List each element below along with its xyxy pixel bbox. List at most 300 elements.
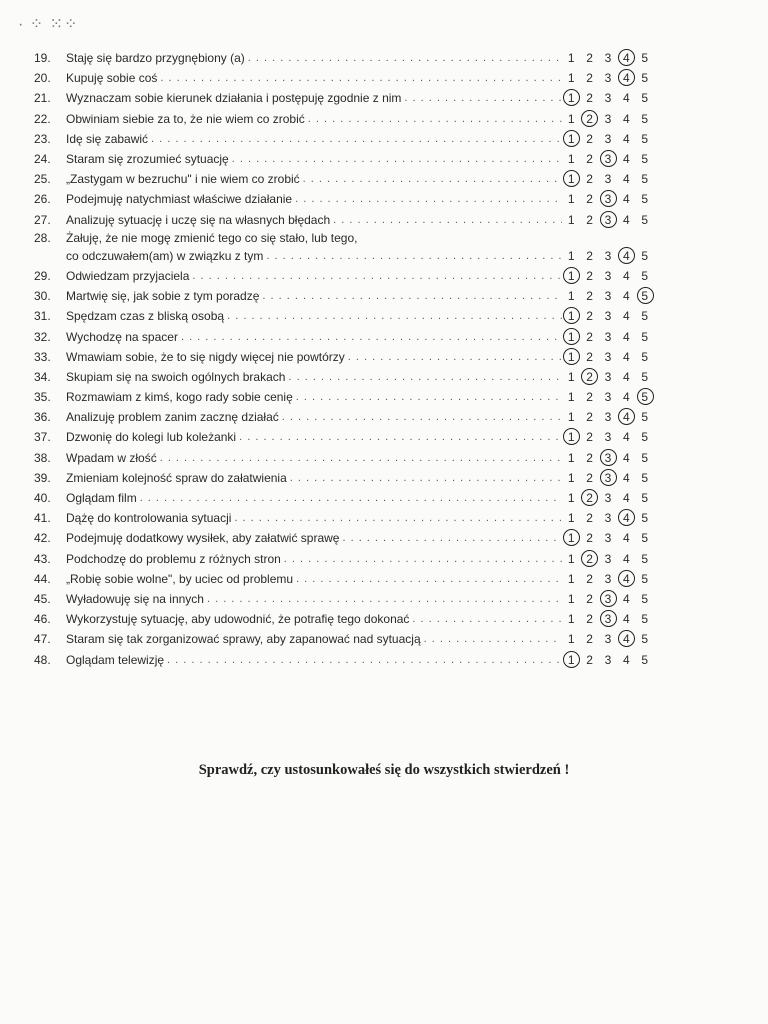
rating-option[interactable]: 5: [641, 551, 649, 566]
rating-option[interactable]: 2: [586, 430, 593, 445]
rating-option[interactable]: 2: [586, 591, 593, 606]
questionnaire-item: [34, 427, 654, 447]
rating-option-circled[interactable]: 4: [617, 631, 635, 647]
rating-option[interactable]: 5: [641, 652, 649, 667]
item-number: 24.: [34, 152, 51, 167]
rating-option[interactable]: 2: [586, 309, 593, 324]
rating-option[interactable]: 3: [604, 111, 612, 126]
item-text: Podchodzę do problemu z różnych stron: [66, 551, 281, 566]
rating-scale: [562, 389, 654, 405]
dot-leader: [157, 452, 562, 464]
dot-leader: [279, 411, 562, 423]
rating-option[interactable]: 1: [567, 632, 575, 647]
questionnaire-item: [34, 367, 654, 387]
rating-option[interactable]: 5: [641, 111, 649, 126]
item-text: „Robię sobie wolne", by uciec od problemu: [66, 571, 294, 586]
rating-option[interactable]: 1: [567, 51, 575, 66]
questionnaire-item: [34, 488, 654, 508]
item-number: 37.: [34, 430, 51, 445]
rating-option-circled[interactable]: 2: [580, 111, 598, 127]
item-text: Idę się zabawić: [66, 131, 149, 146]
dot-leader: [164, 654, 562, 666]
rating-option-circled[interactable]: 3: [599, 191, 617, 207]
item-list: [34, 48, 654, 670]
questionnaire-item: [34, 448, 654, 468]
rating-option-circled[interactable]: 5: [636, 389, 654, 405]
questionnaire-item: [34, 210, 654, 230]
dot-leader: [178, 331, 562, 343]
rating-scale: [562, 90, 654, 106]
rating-option[interactable]: 4: [623, 652, 630, 667]
item-number: 25.: [34, 172, 51, 187]
rating-scale: [562, 409, 654, 425]
rating-option[interactable]: 4: [623, 268, 630, 283]
rating-option[interactable]: 2: [586, 71, 593, 86]
item-number: 27.: [34, 212, 51, 227]
item-text: Wykorzystuję sytuację, aby udowodnić, że potrafię tego dokonać: [66, 612, 410, 627]
check-all-notice: Sprawdź, czy ustosunkowałeś się do wszystkich stwierdzeń !: [198, 762, 570, 778]
rating-option-circled[interactable]: 3: [599, 591, 617, 607]
rating-option-circled[interactable]: 1: [562, 131, 580, 147]
rating-option[interactable]: 1: [567, 571, 575, 586]
rating-option-circled[interactable]: 4: [617, 70, 635, 86]
rating-scale: [562, 70, 654, 86]
dot-leader: [229, 153, 562, 165]
item-text: Oglądam telewizję: [66, 652, 165, 667]
rating-option[interactable]: 1: [567, 551, 575, 566]
questionnaire-item: [34, 326, 654, 346]
rating-option[interactable]: 5: [641, 248, 649, 263]
questionnaire-item: [34, 68, 654, 88]
rating-option[interactable]: 4: [623, 91, 630, 106]
item-text: Wyładowuję się na innych: [66, 591, 204, 606]
item-text: Skupiam się na swoich ogólnych brakach: [66, 369, 286, 384]
item-text: Rozmawiam z kimś, kogo rady sobie cenię: [66, 390, 293, 405]
rating-option[interactable]: 3: [604, 172, 612, 187]
rating-scale: [562, 329, 654, 345]
rating-option[interactable]: 5: [641, 192, 649, 207]
rating-option[interactable]: 4: [623, 531, 630, 546]
rating-scale: [562, 151, 654, 167]
rating-scale: [562, 288, 654, 304]
rating-option[interactable]: 2: [586, 192, 593, 207]
item-text: Analizuję problem zanim zacznę działać: [66, 410, 279, 425]
rating-option-circled[interactable]: 1: [562, 349, 580, 365]
item-number: 44.: [34, 571, 51, 586]
item-text-continued: co odczuwałem(am) w związku z tym: [66, 248, 264, 263]
rating-option[interactable]: 5: [641, 470, 649, 485]
item-text: Zmieniam kolejność spraw do załatwienia: [66, 470, 287, 485]
rating-option[interactable]: 1: [567, 470, 575, 485]
rating-option-circled[interactable]: 1: [562, 329, 580, 345]
rating-option[interactable]: 1: [567, 450, 575, 465]
rating-option[interactable]: 1: [567, 289, 575, 304]
questionnaire-item: [34, 266, 654, 286]
item-number: 32.: [34, 329, 51, 344]
questionnaire-item: [34, 230, 654, 266]
dot-leader: [293, 573, 562, 585]
rating-scale: [562, 268, 654, 284]
rating-option-circled[interactable]: 3: [599, 212, 617, 228]
rating-scale: [562, 429, 654, 445]
item-text: Analizuję sytuację i uczę się na własnych błędach: [66, 212, 331, 227]
item-text: „Zastygam w bezruchu" i nie wiem co zrobić: [66, 172, 300, 187]
rating-option[interactable]: 2: [586, 212, 593, 227]
rating-option[interactable]: 4: [623, 289, 630, 304]
rating-scale: [562, 212, 654, 228]
item-number: 34.: [34, 369, 51, 384]
rating-option[interactable]: 3: [604, 268, 612, 283]
rating-option-circled[interactable]: 1: [562, 90, 580, 106]
dot-leader: [300, 173, 562, 185]
rating-option[interactable]: 5: [641, 91, 649, 106]
rating-option[interactable]: 5: [641, 591, 649, 606]
item-number: 31.: [34, 309, 51, 324]
rating-option[interactable]: 3: [604, 329, 612, 344]
dot-leader: [292, 193, 562, 205]
dot-leader: [137, 492, 562, 504]
rating-option[interactable]: 3: [604, 410, 612, 425]
rating-option[interactable]: 3: [604, 51, 612, 66]
rating-option[interactable]: 2: [586, 51, 593, 66]
item-text: Dążę do kontrolowania sytuacji: [66, 511, 232, 526]
rating-option[interactable]: 5: [641, 632, 649, 647]
rating-option[interactable]: 2: [586, 152, 593, 167]
rating-option[interactable]: 3: [604, 71, 612, 86]
rating-option[interactable]: 2: [586, 349, 593, 364]
item-text: Dzwonię do kolegi lub koleżanki: [66, 430, 237, 445]
rating-option[interactable]: 4: [623, 111, 630, 126]
item-text: Staram się zrozumieć sytuację: [66, 152, 229, 167]
rating-option[interactable]: 2: [586, 652, 593, 667]
rating-option[interactable]: 5: [641, 369, 649, 384]
rating-scale: [562, 611, 654, 627]
dot-leader: [245, 52, 562, 64]
rating-option[interactable]: 3: [604, 511, 612, 526]
rating-option[interactable]: 4: [623, 329, 630, 344]
rating-option[interactable]: 2: [586, 410, 593, 425]
rating-scale: [562, 510, 654, 526]
item-text: Wychodzę na spacer: [66, 329, 178, 344]
rating-option-circled[interactable]: 4: [617, 510, 635, 526]
item-number: 22.: [34, 111, 51, 126]
rating-option-circled[interactable]: 5: [636, 288, 654, 304]
rating-option[interactable]: 3: [604, 491, 612, 506]
rating-option-circled[interactable]: 1: [562, 429, 580, 445]
item-number: 19.: [34, 51, 51, 66]
rating-option[interactable]: 2: [586, 571, 593, 586]
rating-option-circled[interactable]: 1: [562, 530, 580, 546]
dot-leader: [345, 351, 562, 363]
item-number: 23.: [34, 131, 51, 146]
dot-leader: [305, 113, 562, 125]
rating-option[interactable]: 4: [623, 152, 630, 167]
rating-option[interactable]: 4: [623, 131, 630, 146]
rating-option[interactable]: 1: [567, 612, 575, 627]
item-number: 48.: [34, 652, 51, 667]
item-number: 46.: [34, 612, 51, 627]
rating-option-circled[interactable]: 4: [617, 571, 635, 587]
dot-leader: [409, 613, 562, 625]
item-number: 42.: [34, 531, 51, 546]
rating-option-circled[interactable]: 1: [562, 171, 580, 187]
rating-option[interactable]: 3: [604, 91, 612, 106]
rating-option[interactable]: 4: [623, 430, 630, 445]
dot-leader: [204, 593, 562, 605]
rating-scale: [562, 111, 654, 127]
questionnaire-item: [34, 48, 654, 68]
questionnaire-item: [34, 629, 654, 649]
rating-option[interactable]: 4: [623, 450, 630, 465]
item-text: Wyznaczam sobie kierunek działania i postępuję zgodnie z nim: [66, 91, 402, 106]
item-number: 41.: [34, 511, 51, 526]
item-text: Spędzam czas z bliską osobą: [66, 309, 225, 324]
dot-leader: [189, 270, 562, 282]
rating-option[interactable]: 5: [641, 268, 649, 283]
rating-option[interactable]: 4: [623, 591, 630, 606]
rating-option[interactable]: 3: [604, 131, 612, 146]
item-text: Kupuję sobie coś: [66, 71, 158, 86]
item-number: 28.: [34, 230, 51, 245]
rating-option[interactable]: 5: [641, 511, 649, 526]
item-number: 26.: [34, 192, 51, 207]
rating-option[interactable]: 5: [641, 450, 649, 465]
dot-leader: [285, 371, 562, 383]
rating-option[interactable]: 1: [567, 491, 575, 506]
rating-option[interactable]: 4: [623, 349, 630, 364]
rating-option[interactable]: 4: [623, 491, 630, 506]
rating-option-circled[interactable]: 3: [599, 450, 617, 466]
rating-option-circled[interactable]: 3: [599, 470, 617, 486]
rating-option[interactable]: 5: [641, 212, 649, 227]
item-number: 43.: [34, 551, 51, 566]
questionnaire-item: [34, 387, 654, 407]
rating-option[interactable]: 3: [604, 531, 612, 546]
rating-option[interactable]: 2: [586, 531, 593, 546]
rating-option[interactable]: 4: [623, 470, 630, 485]
questionnaire-item: [34, 609, 654, 629]
questionnaire-item: [34, 286, 654, 306]
rating-option[interactable]: 3: [604, 289, 612, 304]
rating-option[interactable]: 5: [641, 172, 649, 187]
rating-option[interactable]: 5: [641, 329, 649, 344]
rating-option[interactable]: 5: [641, 531, 649, 546]
item-text: Martwię się, jak sobie z tym poradzę: [66, 289, 260, 304]
questionnaire-item: [34, 549, 654, 569]
item-number: 35.: [34, 390, 51, 405]
rating-option[interactable]: 4: [623, 369, 630, 384]
dot-leader: [263, 250, 562, 262]
dot-leader: [401, 92, 562, 104]
rating-scale: [562, 191, 654, 207]
rating-scale: [562, 591, 654, 607]
rating-option[interactable]: 2: [586, 612, 593, 627]
questionnaire-item: [34, 129, 654, 149]
rating-scale: [562, 50, 654, 66]
item-number: 38.: [34, 450, 51, 465]
rating-option[interactable]: 5: [641, 349, 649, 364]
rating-option[interactable]: 3: [604, 248, 612, 263]
rating-option-circled[interactable]: 4: [617, 409, 635, 425]
rating-option[interactable]: 2: [586, 470, 593, 485]
dot-leader: [281, 553, 562, 565]
rating-option[interactable]: 4: [623, 192, 630, 207]
rating-option[interactable]: 1: [567, 390, 575, 405]
dot-leader: [287, 472, 562, 484]
rating-option[interactable]: 5: [641, 410, 649, 425]
questionnaire-item: [34, 649, 654, 669]
questionnaire-item: [34, 468, 654, 488]
dot-leader: [421, 633, 562, 645]
rating-option[interactable]: 1: [567, 591, 575, 606]
rating-option[interactable]: 1: [567, 71, 575, 86]
item-text: Żałuję, że nie mogę zmienić tego co się stało, lub tego,: [66, 230, 358, 245]
rating-scale: [562, 450, 654, 466]
rating-option[interactable]: 4: [623, 551, 630, 566]
rating-scale: [562, 652, 654, 668]
rating-option[interactable]: 5: [641, 152, 649, 167]
rating-option[interactable]: 5: [641, 430, 649, 445]
item-text: Staram się tak zorganizować sprawy, aby zapanować nad sytuacją: [66, 632, 421, 647]
rating-option-circled[interactable]: 1: [562, 308, 580, 324]
rating-option[interactable]: 5: [641, 309, 649, 324]
rating-scale: [562, 248, 654, 264]
item-number: 45.: [34, 591, 51, 606]
questionnaire-item: [34, 189, 654, 209]
rating-option[interactable]: 3: [604, 632, 612, 647]
rating-option[interactable]: 2: [586, 390, 593, 405]
questionnaire-item: [34, 88, 654, 108]
rating-option[interactable]: 4: [623, 390, 630, 405]
item-text: Wmawiam sobie, że to się nigdy więcej nie powtórzy: [66, 349, 345, 364]
rating-option[interactable]: 1: [567, 111, 575, 126]
item-text: Obwiniam siebie za to, że nie wiem co zrobić: [66, 111, 305, 126]
item-number: 29.: [34, 268, 51, 283]
dot-leader: [148, 133, 562, 145]
rating-option[interactable]: 2: [586, 91, 593, 106]
rating-option[interactable]: 3: [604, 571, 612, 586]
rating-scale: [562, 571, 654, 587]
rating-option[interactable]: 3: [604, 369, 612, 384]
questionnaire-item: [34, 528, 654, 548]
rating-option[interactable]: 3: [604, 551, 612, 566]
item-number: 47.: [34, 632, 51, 647]
questionnaire-item: [34, 149, 654, 169]
rating-scale: [562, 171, 654, 187]
item-text: Oglądam film: [66, 491, 137, 506]
item-text: Podejmuję dodatkowy wysiłek, aby załatwić sprawę: [66, 531, 340, 546]
rating-scale: [562, 490, 654, 506]
rating-scale: [562, 631, 654, 647]
rating-scale: [562, 551, 654, 567]
rating-option[interactable]: 3: [604, 309, 612, 324]
rating-option[interactable]: 5: [641, 131, 649, 146]
questionnaire-item: [34, 169, 654, 189]
rating-scale: [562, 349, 654, 365]
questionnaire-item: [34, 306, 654, 326]
dot-leader: [236, 431, 562, 443]
dot-leader: [330, 214, 562, 226]
questionnaire-item: [34, 109, 654, 129]
rating-option[interactable]: 1: [567, 192, 575, 207]
item-text: Wpadam w złość: [66, 450, 157, 465]
rating-option[interactable]: 3: [604, 349, 612, 364]
rating-option[interactable]: 1: [567, 511, 575, 526]
rating-scale: [562, 530, 654, 546]
rating-option[interactable]: 1: [567, 152, 575, 167]
rating-option[interactable]: 1: [567, 212, 575, 227]
item-text: Podejmuję natychmiast właściwe działanie: [66, 192, 293, 207]
dot-leader: [259, 290, 562, 302]
questionnaire-item: [34, 347, 654, 367]
rating-option[interactable]: 2: [586, 450, 593, 465]
rating-option-circled[interactable]: 2: [580, 551, 598, 567]
item-number: 39.: [34, 470, 51, 485]
questionnaire-item: [34, 569, 654, 589]
item-number: 36.: [34, 410, 51, 425]
rating-option[interactable]: 1: [567, 369, 575, 384]
rating-option[interactable]: 2: [586, 632, 593, 647]
rating-scale: [562, 131, 654, 147]
rating-option-circled[interactable]: 4: [617, 50, 635, 66]
item-text: Staję się bardzo przygnębiony (a): [66, 51, 245, 66]
rating-option[interactable]: 5: [641, 612, 649, 627]
rating-option[interactable]: 4: [623, 612, 630, 627]
rating-option[interactable]: 5: [641, 571, 649, 586]
rating-option-circled[interactable]: 2: [580, 369, 598, 385]
dot-leader: [157, 72, 562, 84]
rating-option[interactable]: 4: [623, 212, 630, 227]
rating-option-circled[interactable]: 1: [562, 268, 580, 284]
rating-option[interactable]: 2: [586, 172, 593, 187]
rating-scale: [562, 470, 654, 486]
rating-option[interactable]: 2: [586, 289, 593, 304]
rating-option-circled[interactable]: 3: [599, 611, 617, 627]
rating-option[interactable]: 5: [641, 491, 649, 506]
rating-option[interactable]: 2: [586, 511, 593, 526]
item-text: Odwiedzam przyjaciela: [66, 268, 190, 283]
item-number: 20.: [34, 71, 51, 86]
rating-option-circled[interactable]: 1: [562, 652, 580, 668]
rating-option[interactable]: 1: [567, 410, 575, 425]
rating-option-circled[interactable]: 3: [599, 151, 617, 167]
rating-option[interactable]: 2: [586, 131, 593, 146]
rating-option[interactable]: 3: [604, 652, 612, 667]
rating-option-circled[interactable]: 4: [617, 248, 635, 264]
rating-option[interactable]: 4: [623, 172, 630, 187]
rating-option[interactable]: 3: [604, 390, 612, 405]
rating-option[interactable]: 2: [586, 248, 593, 263]
rating-scale: [562, 308, 654, 324]
rating-scale: [562, 369, 654, 385]
rating-option[interactable]: 4: [623, 309, 630, 324]
dot-leader: [339, 532, 562, 544]
questionnaire-item: [34, 508, 654, 528]
rating-option[interactable]: 2: [586, 329, 593, 344]
rating-option-circled[interactable]: 2: [580, 490, 598, 506]
rating-option[interactable]: 2: [586, 268, 593, 283]
rating-option[interactable]: 3: [604, 430, 612, 445]
item-number: 40.: [34, 491, 51, 506]
dot-leader: [293, 391, 562, 403]
questionnaire-item: [34, 407, 654, 427]
dot-leader: [231, 512, 562, 524]
rating-option[interactable]: 1: [567, 248, 575, 263]
item-number: 33.: [34, 349, 51, 364]
rating-option[interactable]: 5: [641, 51, 649, 66]
rating-option[interactable]: 5: [641, 71, 649, 86]
item-number: 21.: [34, 91, 51, 106]
